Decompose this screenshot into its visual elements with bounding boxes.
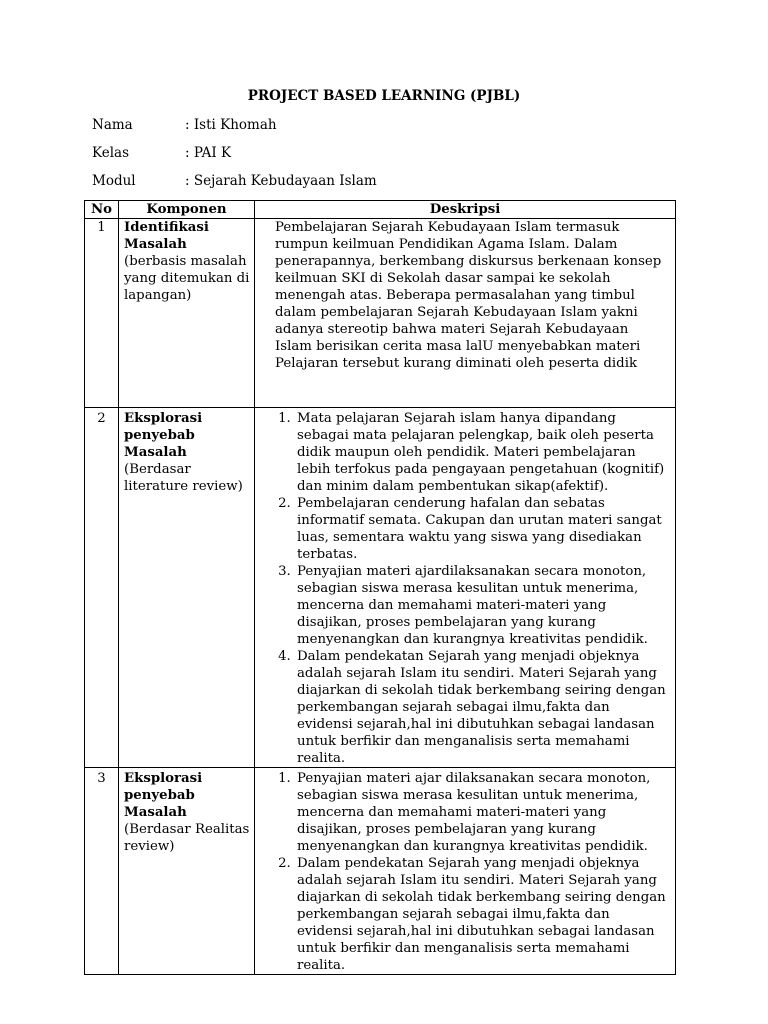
deskripsi-list xyxy=(275,410,669,767)
komponen-cell xyxy=(119,408,255,768)
row-number: 1 xyxy=(85,219,119,408)
komponen-title: Eksplorasi penyebab Masalah xyxy=(124,411,203,460)
deskripsi-list xyxy=(275,770,669,974)
deskripsi-text: Pembelajaran Sejarah Kebudayaan Islam termasuk rumpun keilmuan Pendidikan Agama Islam. Dalam penerapannya, berkembang diskursus berkenaan konsep keilmuan SKI di Sekolah dasar sampai ke sekolah menengah atas. Beberapa permasalahan yang timbul dalam pembelajaran Sejarah Kebudayaan Islam yakni adanya stereotip bahwa materi Sejarah Kebudayaan Islam berisikan cerita masa lalU menyebabkan materi Pelajaran tersebut kurang diminati oleh peserta didik xyxy=(275,220,662,371)
list-item: 2. Dalam pendekatan Sejarah yang menjadi objeknya adalah sejarah Islam itu sendiri. Materi Sejarah yang diajarkan di sekolah tidak berkembang seiring dengan perkembangan sejarah sebagai ilmu,fakta dan evidensi sejarah,hal ini dibutuhkan sebagai landasan untuk berfikir dan menganalisis serta memahami realita. xyxy=(295,855,669,974)
row-number: 3 xyxy=(85,768,119,975)
komponen-cell xyxy=(119,768,255,975)
komponen-subtitle: (Berdasar Realitas review) xyxy=(124,822,250,854)
table-header-row xyxy=(85,201,676,219)
list-item: 3. Penyajian materi ajardilaksanakan secara monoton, sebagian siswa merasa kesulitan untuk menerima, mencerna dan memahami materi-materi yang disajikan, proses pembelajaran yang kurang menyenangkan dan kurangnya kreativitas pendidik. xyxy=(295,563,669,648)
komponen-title: Identifikasi Masalah xyxy=(124,220,209,252)
table-row xyxy=(85,408,676,768)
table-row xyxy=(85,219,676,408)
deskripsi-cell xyxy=(255,768,676,975)
modul-value: : Sejarah Kebudayaan Islam xyxy=(185,173,377,189)
table-row xyxy=(85,768,676,975)
komponen-cell xyxy=(119,219,255,408)
deskripsi-cell xyxy=(255,219,676,408)
komponen-subtitle: (Berdasar literature review) xyxy=(124,462,243,494)
kelas-label: Kelas xyxy=(92,145,130,161)
document-title: PROJECT BASED LEARNING (PJBL) xyxy=(247,88,521,104)
komponen-title: Eksplorasi penyebab Masalah xyxy=(124,771,203,820)
nama-label: Nama xyxy=(92,117,133,133)
kelas-value: : PAI K xyxy=(185,145,232,161)
row-number: 2 xyxy=(85,408,119,768)
modul-label: Modul xyxy=(92,173,136,189)
list-item: 2. Pembelajaran cenderung hafalan dan sebatas informatif semata. Cakupan dan urutan materi sangat luas, sementara waktu yang siswa yang disediakan terbatas. xyxy=(295,495,669,563)
list-item: 1. Penyajian materi ajar dilaksanakan secara monoton, sebagian siswa merasa kesulitan untuk menerima, mencerna dan memahami materi-materi yang disajikan, proses pembelajaran yang kurang menyenangkan dan kurangnya kreativitas pendidik. xyxy=(295,770,669,855)
list-item: 1. Mata pelajaran Sejarah islam hanya dipandang sebagai mata pelajaran pelengkap, baik oleh peserta didik maupun oleh pendidik. Materi pembelajaran lebih terfokus pada pengayaan pengetahuan (kognitif) dan minim dalam pembentukan sikap(afektif). xyxy=(295,410,669,495)
header-no: No xyxy=(85,201,119,219)
nama-value: : Isti Khomah xyxy=(185,117,277,133)
pjbl-table xyxy=(84,200,676,975)
list-item: 4. Dalam pendekatan Sejarah yang menjadi objeknya adalah sejarah Islam itu sendiri. Materi Sejarah yang diajarkan di sekolah tidak berkembang seiring dengan perkembangan sejarah sebagai ilmu,fakta dan evidensi sejarah,hal ini dibutuhkan sebagai landasan untuk berfikir dan menganalisis serta memahami realita. xyxy=(295,648,669,767)
header-deskripsi: Deskripsi xyxy=(255,201,676,219)
komponen-subtitle: (berbasis masalah yang ditemukan di lapangan) xyxy=(124,254,250,303)
deskripsi-cell xyxy=(255,408,676,768)
header-komponen: Komponen xyxy=(119,201,255,219)
